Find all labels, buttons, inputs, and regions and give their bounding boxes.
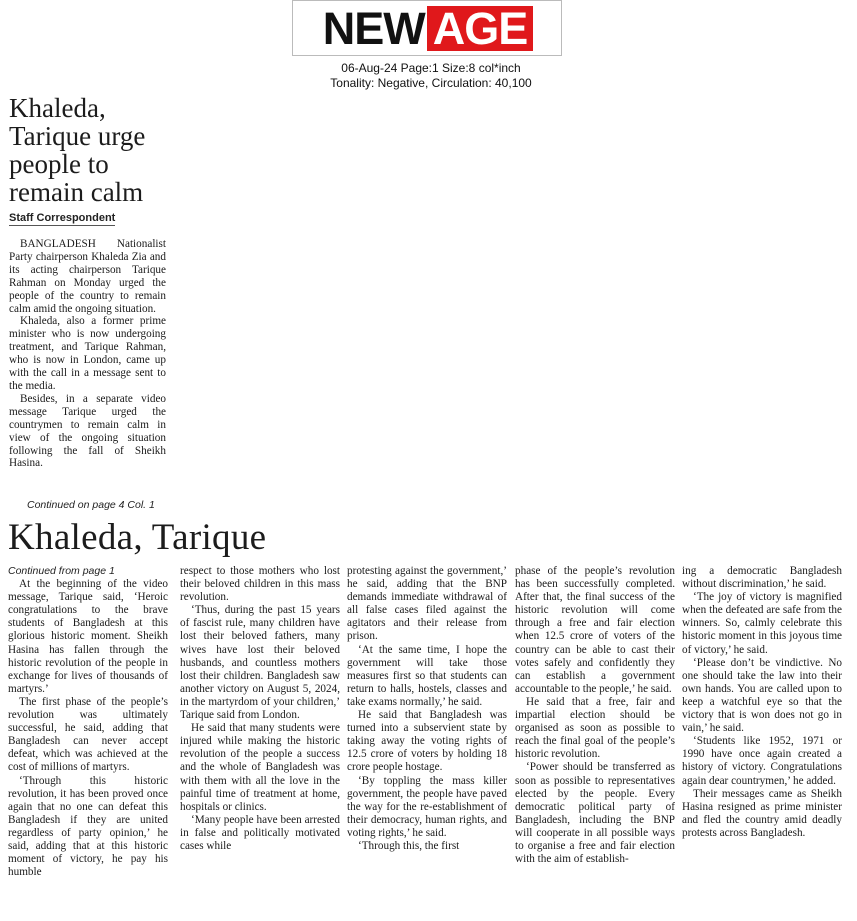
- clip-stats: Tonality: Negative, Circulation: 40,100: [330, 76, 532, 90]
- jump-column-3: [347, 565, 507, 853]
- jump-paragraph: ‘Power should be transferred as soon as possible to representatives elected by the people. Every democratic political party of Bangladesh, including the BNP will cooperate in all possible ways to organise a free and fair election with the aim of establish-: [515, 761, 675, 866]
- front-story-body: [9, 238, 166, 470]
- jump-paragraph: ing a democratic Bangladesh without discrimination,’ he said.: [682, 565, 842, 591]
- clip-info: 06-Aug-24 Page:1 Size:8 col*inch: [341, 61, 521, 75]
- newspaper-logo: [292, 0, 562, 56]
- jump-paragraph: phase of the people’s revolution has been successfully completed. After that, the final success of the historic revolution will come through a free and fair election when 12.5 crore of voters of the country can be able to cast their votes safely and confidently they can establish a government accountable to the people,’ he said.: [515, 565, 675, 695]
- byline: Staff Correspondent: [9, 212, 116, 224]
- jump-column-1: [8, 565, 168, 879]
- jump-paragraph: protesting against the government,’ he said, adding that the BNP demands immediate withdrawal of all false cases filed against the agitators and their release from prison.: [347, 565, 507, 643]
- jump-paragraph: ‘By toppling the mass killer government, the people have paved the way for the re-establishment of their democracy, human rights, and voting rights,’ he said.: [347, 774, 507, 839]
- jump-paragraph: ‘Through this, the first: [358, 839, 460, 852]
- jump-column-5: [682, 565, 842, 840]
- jump-paragraph: ‘Through this historic revolution, it has been proved once again that no one can defeat this Bangladesh if they are united regardless of party opinion,’ he said, adding that at this historic moment of victory, he pay his humble: [8, 774, 168, 879]
- jump-paragraph: ‘The joy of victory is magnified when the defeated are safe from the winners. So, calmly celebrate this historic moment in this joyous time of victory,’ he said.: [682, 591, 842, 656]
- logo-text-age: AGE: [427, 6, 534, 51]
- jump-paragraph: Their messages came as Sheikh Hasina resigned as prime minister and fled the country amid deadly protests across Bangladesh.: [682, 787, 842, 839]
- jump-paragraph: ‘Students like 1952, 1971 or 1990 have once again created a history of victory. Congratulations again dear countrymen,’ he added.: [682, 735, 842, 787]
- front-paragraph: BANGLADESH Nationalist Party chairperson Khaleda Zia and its acting chairperson Tarique Rahman on Monday urged the people of the country to remain calm amid the ongoing situation.: [9, 238, 166, 315]
- jump-paragraph: ‘Thus, during the past 15 years of fascist rule, many children have lost their beloved fathers, many wives have lost their beloved husbands, and countless mothers lost their children. Bangladesh saw another victory on August 5, 2024, in the martyrdom of your children,’ Tarique said from London.: [180, 604, 340, 722]
- jump-paragraph: respect to those mothers who lost their beloved children in this mass revolution.: [180, 565, 340, 604]
- jump-column-4: [515, 565, 675, 866]
- jump-paragraph: ‘At the same time, I hope the government will take those measures first so that students can return to halls, hostels, classes and take exams normally,’ he said.: [347, 643, 507, 708]
- front-paragraph: Besides, in a separate video message Tarique urged the countrymen to remain calm in view of the ongoing situation following the fall of Sheikh Hasina.: [9, 392, 166, 470]
- jump-paragraph: The first phase of the people’s revolution was ultimately successful, he said, adding that Bangladesh can never accept defeat, which was achieved at the cost of millions of martyrs.: [8, 695, 168, 774]
- continued-note: Continued on page 4 Col. 1: [27, 499, 155, 511]
- continued-from-note: Continued from page 1: [8, 565, 115, 577]
- jump-paragraph: At the beginning of the video message, Tarique said, ‘Heroic congratulations to the brave students of Bangladesh at this glorious historic moment. Sheikh Hasina has fallen through the historic revolution of the people in exchange for lives of thousands of martyrs.’: [8, 578, 168, 695]
- front-headline: Khaleda, Tarique urge people to remain calm: [9, 93, 146, 207]
- jump-headline: Khaleda, Tarique: [8, 517, 267, 558]
- jump-paragraph: ‘Many people have been arrested in false and politically motivated cases while: [180, 813, 340, 852]
- jump-paragraph: ‘Please don’t be vindictive. No one should take the law into their own hands. You are called upon to keep a watchful eye so that the victory that is won does not go in vain,’ he said.: [682, 656, 842, 735]
- jump-paragraph: He said that Bangladesh was turned into a subservient state by taking away the voting rights of 12.5 crore of voters by holding 18 crore people hostage.: [347, 709, 507, 774]
- jump-paragraph: He said that many students were injured while making the historic revolution of the people a success and the whole of Bangladesh was with them with all the love in the painful time of treatment at home, hospitals or clinics.: [180, 722, 340, 813]
- jump-paragraph: He said that a free, fair and impartial election should be organised as soon as possible to reach the final goal of the people’s historic revolution.: [515, 695, 675, 761]
- jump-column-2: [180, 565, 340, 853]
- front-paragraph: Khaleda, also a former prime minister who is now undergoing treatment, and Tarique Rahman, who is now in London, came up with the call in a message sent to the media.: [9, 315, 166, 392]
- logo-text-new: NEW: [322, 2, 425, 54]
